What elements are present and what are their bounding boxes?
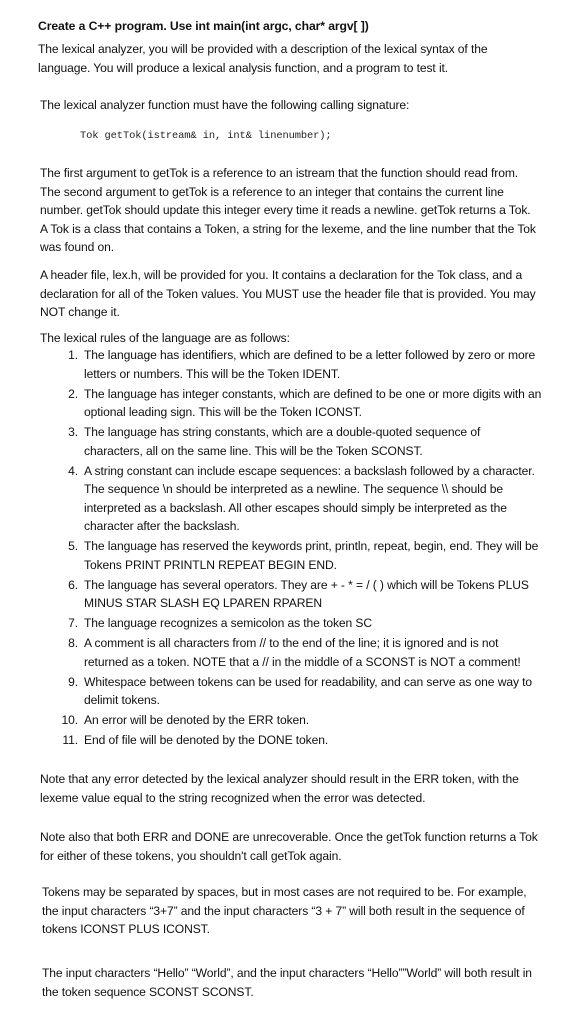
rule-number: 9. bbox=[68, 674, 78, 689]
rule-number: 4. bbox=[68, 463, 78, 478]
list-item bbox=[42, 537, 542, 574]
signature-code: Tok getTok(istream& in, int& linenumber); bbox=[80, 130, 332, 142]
rule-text: Whitespace between tokens can be used for readability, and can serve as one way to delimit tokens. bbox=[84, 674, 533, 707]
rule-number: 11. bbox=[62, 733, 78, 747]
rule-text: The language has several operators. They are + - * = / ( ) which will be Tokens PLUS MINUS STAR SLASH EQ LPAREN RPAREN bbox=[84, 577, 529, 610]
rule-text: The language has integer constants, which are defined to be one or more digits with an optional leading sign. This will be the Token ICONST. bbox=[84, 386, 542, 419]
lexical-rules-list bbox=[42, 346, 542, 751]
error-note: Note that any error detected by the lexical analyzer should result in the ERR token, with the lexeme value equal to the string recognized when the error was detected. bbox=[40, 772, 519, 805]
signature-intro: The lexical analyzer function must have the following calling signature: bbox=[40, 98, 410, 112]
rule-number: 8. bbox=[68, 636, 78, 650]
list-item bbox=[42, 614, 542, 633]
list-item bbox=[42, 423, 542, 460]
rule-number: 5. bbox=[68, 539, 78, 553]
rule-text: The language has string constants, which are a double-quoted sequence of characters, all on the same line. This will be the Token SCONST. bbox=[84, 425, 481, 458]
rule-number: 6. bbox=[68, 577, 78, 592]
assignment-heading: Create a C++ program. Use int main(int argc, char* argv[ ]) bbox=[38, 19, 369, 33]
string-token-note: The input characters “Hello” “World”, and the input characters “Hello””World” will both result in the token sequence SCONST SCONST. bbox=[42, 966, 532, 999]
list-item bbox=[42, 731, 542, 750]
rule-text: A comment is all characters from // to the end of the line; it is ignored and is not returned as a token. NOTE that a // in the middle of a SCONST is NOT a comment! bbox=[84, 636, 521, 669]
rule-number: 10. bbox=[61, 713, 78, 727]
intro-paragraph: The lexical analyzer, you will be provided with a description of the lexical syntax of the language. You will produce a lexical analysis function, and a program to test it. bbox=[38, 42, 488, 75]
list-item bbox=[42, 462, 542, 536]
separation-note: Tokens may be separated by spaces, but in most cases are not required to be. For example, the input characters “3+7” and the input characters “3 + 7” will both result in the sequence of tokens ICONST PLUS ICONST. bbox=[42, 885, 527, 936]
rules-intro: The lexical rules of the language are as follows: bbox=[40, 331, 290, 345]
rule-text: The language recognizes a semicolon as the token SC bbox=[84, 616, 373, 630]
rule-number: 2. bbox=[68, 386, 78, 401]
list-item bbox=[42, 711, 542, 730]
rule-text: The language has identifiers, which are defined to be a letter followed by zero or more letters or numbers. This will be the Token IDENT. bbox=[84, 348, 536, 381]
list-item bbox=[42, 673, 542, 710]
rule-text: The language has reserved the keywords print, println, repeat, begin, end. They will be Tokens PRINT PRINTLN REPEAT BEGIN END. bbox=[84, 539, 539, 572]
rule-text: End of file will be denoted by the DONE token. bbox=[84, 733, 329, 747]
rule-number: 3. bbox=[68, 425, 78, 439]
rule-text: An error will be denoted by the ERR token. bbox=[84, 713, 310, 727]
list-item bbox=[42, 385, 542, 422]
list-item bbox=[42, 576, 542, 613]
list-item bbox=[42, 346, 542, 383]
arguments-paragraph: The first argument to getTok is a reference to an istream that the function should read from. The second argument to getTok is a reference to an integer that contains the current line number. getTok should update this integer every time it reads a newline. getTok returns a Tok. A Tok is a class that contains a Token, a string for the lexeme, and the line number that the Tok was found on. bbox=[40, 166, 536, 254]
rule-number: 7. bbox=[68, 616, 78, 630]
header-file-paragraph: A header file, lex.h, will be provided for you. It contains a declaration for the Tok class, and a declaration for all of the Token values. You MUST use the header file that is provided. You may NOT change it. bbox=[40, 268, 536, 319]
unrecoverable-note: Note also that both ERR and DONE are unrecoverable. Once the getTok function returns a Tok for either of these tokens, you shouldn't call getTok again. bbox=[40, 830, 538, 863]
rule-text: A string constant can include escape sequences: a backslash followed by a character. The sequence \n should be interpreted as a newline. The sequence \\ should be interpreted as a backslash. All other escapes should simply be interpreted as the character after the backslash. bbox=[84, 463, 535, 533]
list-item bbox=[42, 634, 542, 671]
rule-number: 1. bbox=[68, 348, 78, 362]
